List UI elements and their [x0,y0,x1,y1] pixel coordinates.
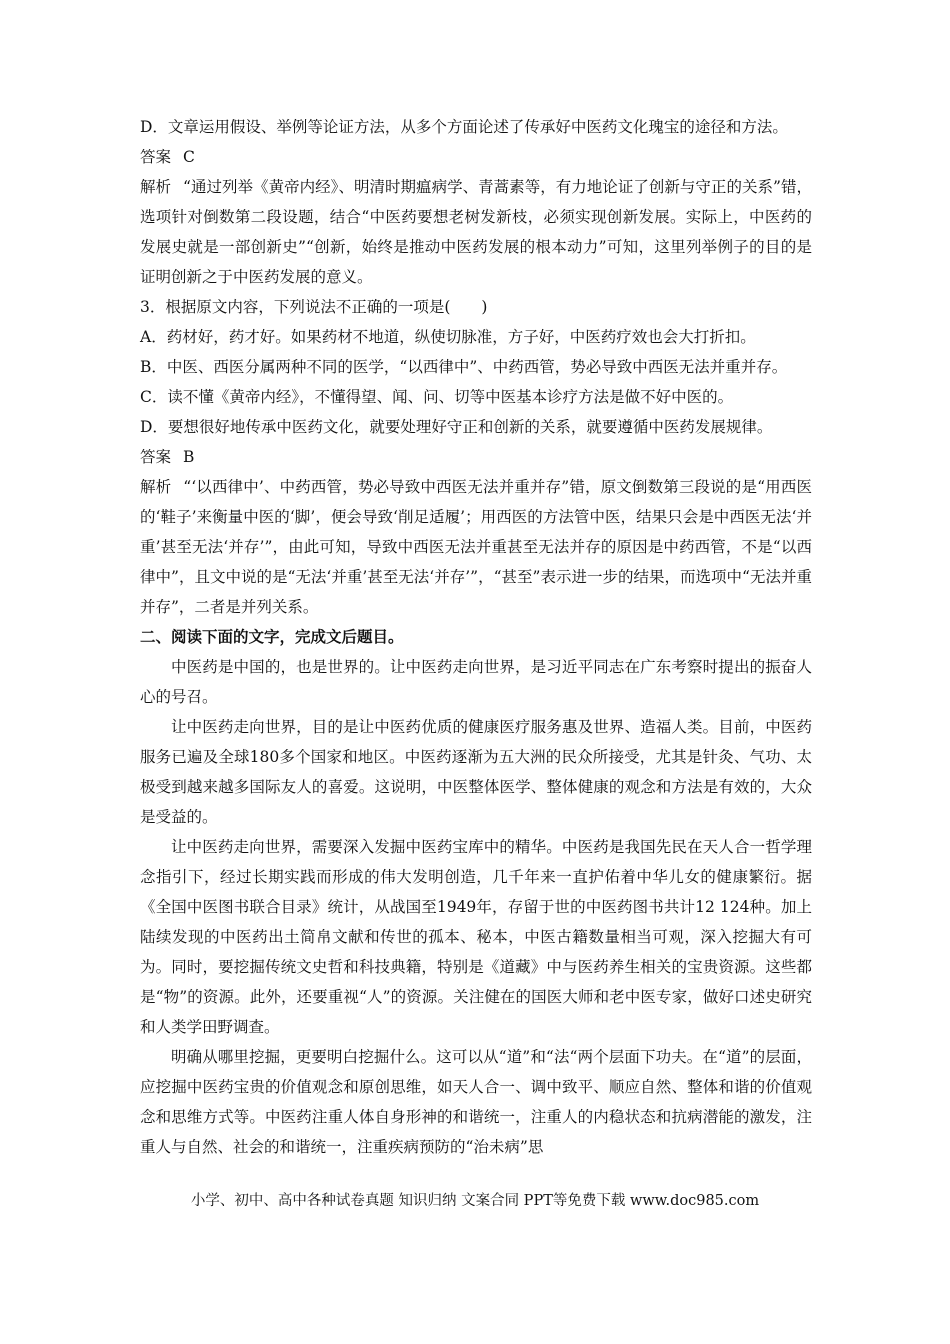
section-heading: 二、阅读下面的文字，完成文后题目。 [140,627,404,646]
q3-option-a: A．药材好，药才好。如果药材不地道，纵使切脉准，方子好，中医药疗效也会大打折扣。 [140,328,756,346]
answer-value: C [183,148,195,166]
passage-paragraph: 明确从哪里挖掘，更要明白挖掘什么。这可以从“道”和“法“两个层面下功夫。在“道”的层面，应挖掘中医药宝贵的价值观念和原创思维，如天人合一、调中致平、顺应自然、整体和谐的价值观念和思维方式等。中医药注重人体自身形神的和谐统一，注重人的内稳状态和抗病潜能的激发，注重人与自然、社会的和谐统一，注重疾病预防的“治未病”思 [140,1048,812,1156]
analysis-text: “‘以西律中’、中药西管，势必导致中西医无法并重并存”错，原文倒数第三段说的是“用西医的‘鞋子’来衡量中医的‘脚’，便会导致‘削足适履’；用西医的方法管中医，结果只会是中西医无法‘并重’甚至无法‘并存’”，由此可知，导致中西医无法并重甚至无法并存的原因是中药西管，不是“以西律中”，且文中说的是“无法‘并重’甚至无法‘并存’”，“甚至”表示进一步的结果，而选项中“无法并重并存”，二者是并列关系。 [140,478,812,616]
q2-option-d: D．文章运用假设、举例等论证方法，从多个方面论述了传承好中医药文化瑰宝的途径和方法。 [140,118,788,136]
analysis-text: “通过列举《黄帝内经》、明清时期瘟病学、青蒿素等，有力地论证了创新与守正的关系”错，选项针对倒数第二段设题，结合“中医药要想老树发新枝，必须实现创新发展。实际上，中医药的发展史就是一部创新史”“创新，始终是推动中医药发展的根本动力”可知，这里列举例子的目的是证明创新之于中医药发展的意义。 [140,178,812,286]
q3-answer [140,442,812,472]
analysis-label: 解析 [140,478,172,496]
q3-option-c: C．读不懂《黄帝内经》，不懂得望、闻、问、切等中医基本诊疗方法是做不好中医的。 [140,388,734,406]
q3-stem: 3．根据原文内容，下列说法不正确的一项是( ) [140,298,488,316]
answer-label: 答案 [140,148,172,166]
answer-label: 答案 [140,448,172,466]
passage-paragraph: 让中医药走向世界，目的是让中医药优质的健康医疗服务惠及世界、造福人类。目前，中医药服务已遍及全球180多个国家和地区。中医药逐渐为五大洲的民众所接受，尤其是针灸、气功、太极受到越来越多国际友人的喜爱。这说明，中医整体医学、整体健康的观念和方法是有效的，大众是受益的。 [140,718,812,826]
passage-paragraph: 让中医药走向世界，需要深入发掘中医药宝库中的精华。中医药是我国先民在天人合一哲学理念指引下，经过长期实践而形成的伟大发明创造，几千年来一直护佑着中华儿女的健康繁衍。据《全国中医图书联合目录》统计，从战国至1949年，存留于世的中医药图书共计12 124种。加上陆续发现的中医药出土简帛文献和传世的孤本、秘本，中医古籍数量相当可观，深入挖掘大有可为。同时，要挖掘传统文史哲和科技典籍，特别是《道藏》中与医药养生相关的宝贵资源。这些都是“物”的资源。此外，还要重视“人”的资源。关注健在的国医大师和老中医专家，做好口述史研究和人类学田野调查。 [140,838,812,1036]
q2-analysis [140,172,812,292]
q3-option-d: D．要想很好地传承中医药文化，就要处理好守正和创新的关系，就要遵循中医药发展规律。 [140,418,773,436]
page-footer: 小学、初中、高中各种试卷真题 知识归纳 文案合同 PPT等免费下载 www.doc985.com [190,1193,760,1209]
passage-paragraph: 中医药是中国的，也是世界的。让中医药走向世界，是习近平同志在广东考察时提出的振奋人心的号召。 [140,658,812,706]
q2-answer [140,142,812,172]
analysis-label: 解析 [140,178,172,196]
answer-value: B [183,448,195,466]
document-body [140,112,812,1162]
q3-option-b: B．中医、西医分属两种不同的医学，“以西律中”、中药西管，势必导致中西医无法并重并存。 [140,358,788,376]
q3-analysis [140,472,812,622]
